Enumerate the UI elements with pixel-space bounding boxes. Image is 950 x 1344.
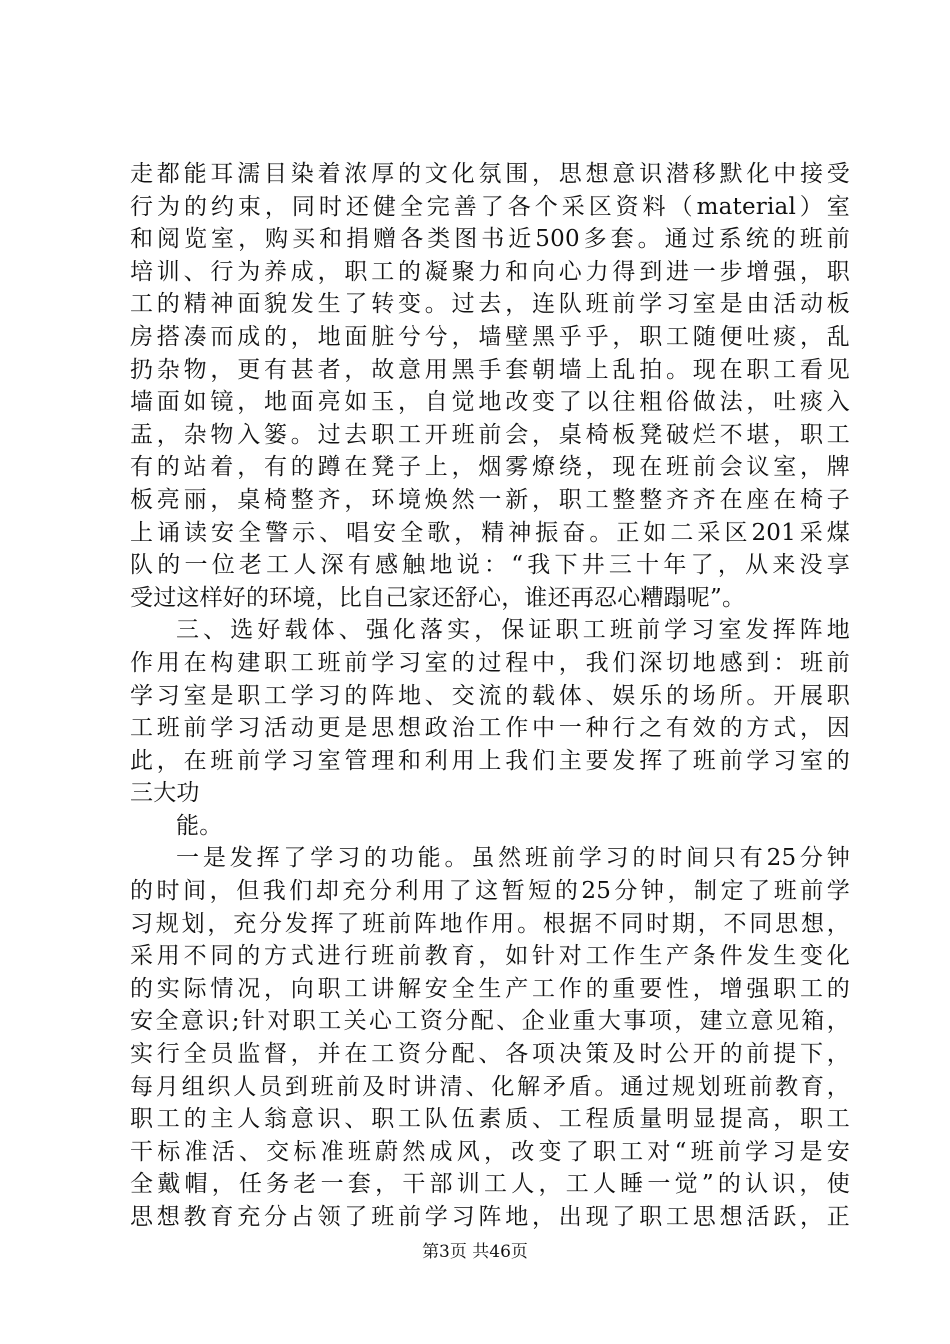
text-line: 的时间，但我们却充分利用了这暂短的25分钟，制定了班前学 [130,878,850,905]
text-line: 有的站着，有的蹲在凳子上，烟雾燎绕，现在班前会议室，牌 [130,454,850,481]
text-line: 能。 [176,812,223,839]
text-line: 职工的主人翁意识、职工队伍素质、工程质量明显提高，职工 [130,1106,850,1133]
text-line: 作用在构建职工班前学习室的过程中，我们深切地感到：班前 [130,649,850,676]
text-line: 实行全员监督，并在工资分配、各项决策及时公开的前提下， [130,1041,850,1068]
text-line: 扔杂物，更有甚者，故意用黑手套朝墙上乱拍。现在职工看见 [130,356,850,383]
text-line: 的实际情况，向职工讲解安全生产工作的重要性，增强职工的 [130,975,850,1002]
body-text [130,158,850,1234]
section-heading-line: 三、选好载体、强化落实，保证职工班前学习室发挥阵地 [176,617,850,644]
text-line: 采用不同的方式进行班前教育，如针对工作生产条件发生变化 [130,943,850,970]
text-line: 全戴帽，任务老一套，干部训工人，工人睡一觉”的认识，使 [130,1171,850,1198]
text-line: 工的精神面貌发生了转变。过去，连队班前学习室是由活动板 [130,291,850,318]
text-line: 上诵读安全警示、唱安全歌，精神振奋。正如二采区201采煤 [130,519,850,546]
paragraph-start-line: 一是发挥了学习的功能。虽然班前学习的时间只有25分钟 [176,845,850,872]
text-line: 每月组织人员到班前及时讲清、化解矛盾。通过规划班前教育， [130,1073,850,1100]
text-line: 走都能耳濡目染着浓厚的文化氛围，思想意识潜移默化中接受 [130,161,850,187]
text-line: 板亮丽，桌椅整齐，环境焕然一新，职工整整齐齐在座在椅子 [130,486,850,513]
text-line: 盂，杂物入篓。过去职工开班前会，桌椅板凳破烂不堪，职工 [130,421,850,448]
text-line: 学习室是职工学习的阵地、交流的载体、娱乐的场所。开展职 [130,682,850,709]
text-line: 行为的约束，同时还健全完善了各个采区资料（material）室 [130,193,850,220]
text-line: 工班前学习活动更是思想政治工作中一种行之有效的方式，因 [130,715,850,742]
text-line: 队的一位老工人深有感触地说：“我下井三十年了，从来没享 [130,552,850,579]
text-line: 习规划，充分发挥了班前阵地作用。根据不同时期，不同思想， [130,910,850,937]
text-line: 培训、行为养成，职工的凝聚力和向心力得到进一步增强，职 [130,258,850,285]
page-number-footer: 第3页 共46页 [422,1242,528,1262]
text-line: 安全意识;针对职工关心工资分配、企业重大事项，建立意见箱， [130,1008,850,1035]
text-line: 墙面如镜，地面亮如玉，自觉地改变了以往粗俗做法，吐痰入 [130,389,850,416]
text-line: 房搭凑而成的，地面脏兮兮，墙壁黑乎乎，职工随便吐痰，乱 [130,323,850,350]
text-line: 此，在班前学习室管理和利用上我们主要发挥了班前学习室的 [130,747,850,774]
text-line: 受过这样好的环境，比自己家还舒心，谁还再忍心糟蹋呢”。 [130,584,746,611]
text-line: 思想教育充分占领了班前学习阵地，出现了职工思想活跃，正 [130,1204,850,1230]
text-line: 三大功 [130,780,200,807]
text-line: 干标准活、交标准班蔚然成风，改变了职工对“班前学习是安 [130,1138,850,1165]
text-line: 和阅览室，购买和捐赠各类图书近500多套。通过系统的班前 [130,226,850,253]
